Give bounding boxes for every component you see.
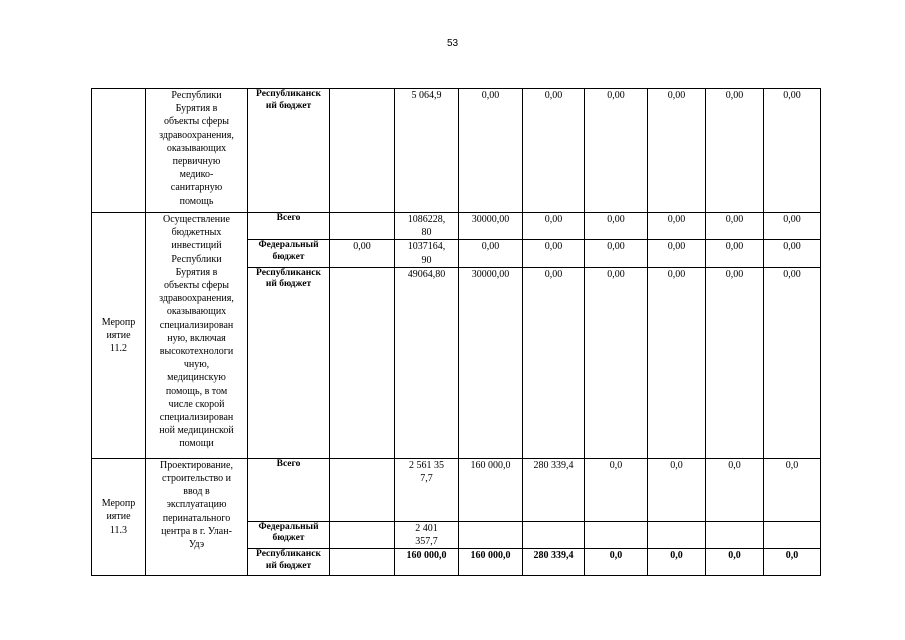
measure-cell: Меропр иятие 11.3 xyxy=(92,458,146,575)
value-cell: 160 000,0 xyxy=(459,549,523,576)
table-row xyxy=(92,213,821,240)
value-cell: 2 401 357,7 xyxy=(395,521,459,548)
value-cell: 0,0 xyxy=(648,549,706,576)
budget-source-cell: Республиканск ий бюджет xyxy=(248,267,330,458)
budget-source-cell: Республиканск ий бюджет xyxy=(248,89,330,213)
value-cell: 0,00 xyxy=(706,89,764,213)
value-cell: 5 064,9 xyxy=(395,89,459,213)
value-cell: 0,0 xyxy=(764,549,821,576)
value-cell: 0,0 xyxy=(648,458,706,521)
value-cell: 0,00 xyxy=(585,89,648,213)
value-cell xyxy=(330,267,395,458)
value-cell xyxy=(330,521,395,548)
value-cell: 0,00 xyxy=(764,267,821,458)
description-cell: Осуществление бюджетных инвестиций Республики Бурятия в объекты сферы здравоохранения, оказывающих специализирован ную, включая высокотехнологи чную, медицинскую помощь, в том числе скорой специализирован ной медицинской помощи xyxy=(146,213,248,459)
value-cell: 0,00 xyxy=(330,240,395,267)
value-cell: 30000,00 xyxy=(459,213,523,240)
page-number: 53 xyxy=(446,38,459,49)
value-cell xyxy=(330,549,395,576)
value-cell xyxy=(459,521,523,548)
value-cell xyxy=(330,213,395,240)
value-cell: 0,0 xyxy=(764,458,821,521)
value-cell: 0,00 xyxy=(459,89,523,213)
table-row xyxy=(92,458,821,521)
value-cell: 160 000,0 xyxy=(395,549,459,576)
value-cell: 0,00 xyxy=(585,267,648,458)
value-cell: 0,00 xyxy=(648,267,706,458)
value-cell: 0,00 xyxy=(523,89,585,213)
value-cell: 0,00 xyxy=(706,213,764,240)
value-cell: 0,00 xyxy=(585,213,648,240)
value-cell xyxy=(330,89,395,213)
budget-source-cell: Всего xyxy=(248,458,330,521)
budget-source-cell: Республиканск ий бюджет xyxy=(248,549,330,576)
value-cell: 0,00 xyxy=(706,267,764,458)
value-cell: 2 561 35 7,7 xyxy=(395,458,459,521)
measure-cell xyxy=(92,89,146,213)
table-row xyxy=(92,89,821,213)
value-cell: 0,00 xyxy=(648,213,706,240)
value-cell xyxy=(523,521,585,548)
value-cell: 0,00 xyxy=(764,240,821,267)
value-cell: 0,0 xyxy=(585,549,648,576)
value-cell: 30000,00 xyxy=(459,267,523,458)
description-cell: Проектирование, строительство и ввод в эксплуатацию перинатального центра в г. Улан- Удэ xyxy=(146,458,248,575)
value-cell xyxy=(706,521,764,548)
value-cell: 0,00 xyxy=(706,240,764,267)
value-cell: 0,00 xyxy=(585,240,648,267)
value-cell: 0,00 xyxy=(764,89,821,213)
value-cell: 0,0 xyxy=(706,458,764,521)
budget-table xyxy=(91,88,821,576)
value-cell xyxy=(330,458,395,521)
value-cell: 1037164, 90 xyxy=(395,240,459,267)
description-cell: Республики Бурятия в объекты сферы здравоохранения, оказывающих первичную медико- санитарную помощь xyxy=(146,89,248,213)
value-cell xyxy=(764,521,821,548)
value-cell xyxy=(648,521,706,548)
value-cell: 0,00 xyxy=(648,89,706,213)
value-cell: 0,00 xyxy=(523,240,585,267)
value-cell: 0,0 xyxy=(585,458,648,521)
value-cell: 280 339,4 xyxy=(523,549,585,576)
value-cell: 0,0 xyxy=(706,549,764,576)
value-cell: 0,00 xyxy=(523,213,585,240)
value-cell: 0,00 xyxy=(764,213,821,240)
value-cell: 0,00 xyxy=(648,240,706,267)
value-cell xyxy=(585,521,648,548)
measure-cell: Меропр иятие 11.2 xyxy=(92,213,146,459)
value-cell: 1086228, 80 xyxy=(395,213,459,240)
budget-source-cell: Федеральный бюджет xyxy=(248,521,330,548)
value-cell: 49064,80 xyxy=(395,267,459,458)
value-cell: 0,00 xyxy=(459,240,523,267)
budget-source-cell: Всего xyxy=(248,213,330,240)
budget-source-cell: Федеральный бюджет xyxy=(248,240,330,267)
value-cell: 160 000,0 xyxy=(459,458,523,521)
value-cell: 0,00 xyxy=(523,267,585,458)
value-cell: 280 339,4 xyxy=(523,458,585,521)
